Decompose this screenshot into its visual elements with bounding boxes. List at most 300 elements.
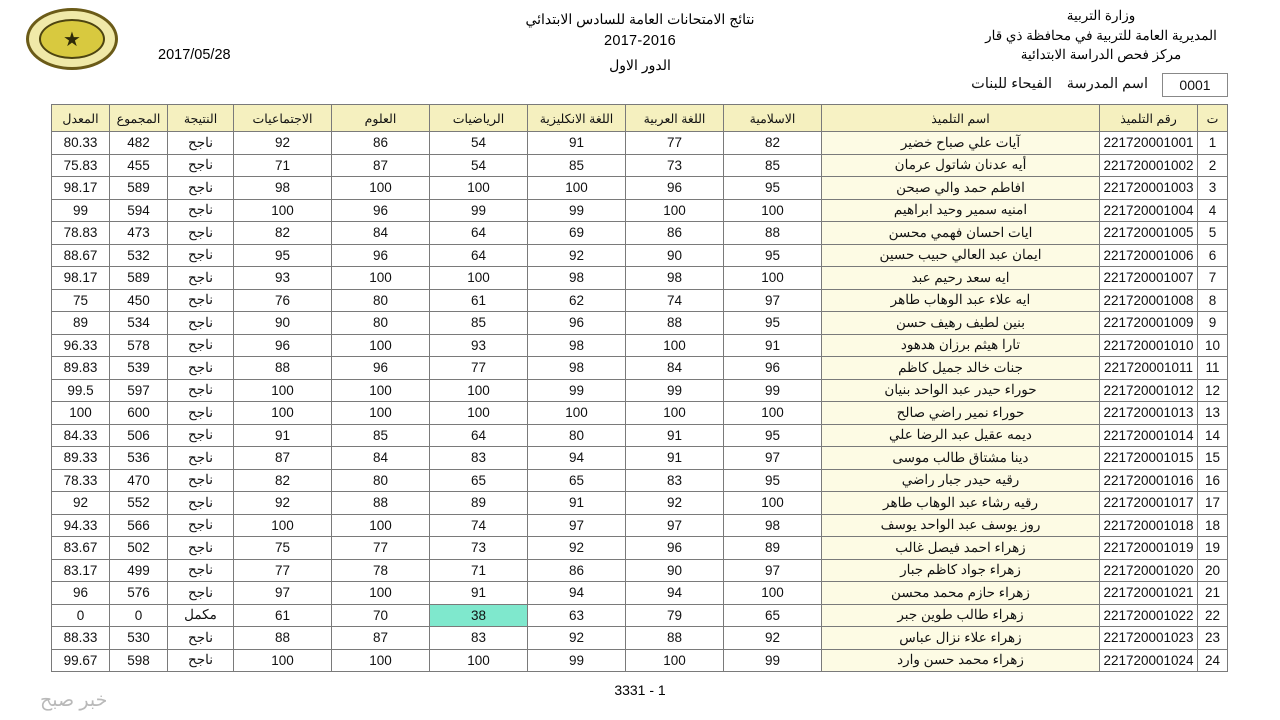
cell-average: 98.17 xyxy=(52,267,110,290)
cell-islamic: 100 xyxy=(724,402,822,425)
cell-average: 89.33 xyxy=(52,447,110,470)
cell-math: 54 xyxy=(430,154,528,177)
cell-arabic: 73 xyxy=(626,154,724,177)
cell-student-name: آيات علي صباح خضير xyxy=(822,132,1100,155)
cell-math: 74 xyxy=(430,514,528,537)
cell-islamic: 97 xyxy=(724,289,822,312)
cell-math: 85 xyxy=(430,312,528,335)
cell-student-name: حوراء حيدر عبد الواحد بنيان xyxy=(822,379,1100,402)
table-row xyxy=(52,379,1228,402)
th-islamic: الاسلامية xyxy=(724,105,822,132)
cell-english: 96 xyxy=(528,312,626,335)
cell-english: 86 xyxy=(528,559,626,582)
cell-seq: 16 xyxy=(1198,469,1228,492)
cell-result: ناجح xyxy=(168,469,234,492)
cell-result: ناجح xyxy=(168,649,234,672)
cell-social: 87 xyxy=(234,447,332,470)
cell-total: 576 xyxy=(110,582,168,605)
cell-islamic: 100 xyxy=(724,267,822,290)
cell-result: ناجح xyxy=(168,424,234,447)
cell-english: 99 xyxy=(528,379,626,402)
table-row xyxy=(52,132,1228,155)
cell-student-name: ايه سعد رحيم عبد xyxy=(822,267,1100,290)
cell-english: 94 xyxy=(528,582,626,605)
th-student-id: رقم التلميذ xyxy=(1100,105,1198,132)
title-round: الدور الاول xyxy=(609,56,671,73)
cell-arabic: 77 xyxy=(626,132,724,155)
cell-student-name: رقيه حيدر جبار راضي xyxy=(822,469,1100,492)
cell-student-id: 221720001002 xyxy=(1100,154,1198,177)
cell-student-name: تارا هيثم برزان هدهود xyxy=(822,334,1100,357)
cell-arabic: 91 xyxy=(626,424,724,447)
cell-student-name: زهراء احمد فيصل غالب xyxy=(822,537,1100,560)
cell-student-id: 221720001024 xyxy=(1100,649,1198,672)
cell-total: 532 xyxy=(110,244,168,267)
exam-date: 2017/05/28 xyxy=(158,47,231,63)
school-name: الفيحاء للبنات xyxy=(971,76,1052,92)
cell-seq: 24 xyxy=(1198,649,1228,672)
cell-science: 87 xyxy=(332,627,430,650)
th-english: اللغة الانكليزية xyxy=(528,105,626,132)
cell-science: 100 xyxy=(332,177,430,200)
cell-student-id: 221720001003 xyxy=(1100,177,1198,200)
cell-total: 499 xyxy=(110,559,168,582)
cell-english: 91 xyxy=(528,492,626,515)
document-title xyxy=(380,8,900,76)
cell-student-id: 221720001015 xyxy=(1100,447,1198,470)
cell-average: 88.33 xyxy=(52,627,110,650)
cell-result: ناجح xyxy=(168,199,234,222)
cell-science: 96 xyxy=(332,357,430,380)
cell-english: 97 xyxy=(528,514,626,537)
cell-math: 77 xyxy=(430,357,528,380)
cell-math: 93 xyxy=(430,334,528,357)
cell-social: 96 xyxy=(234,334,332,357)
cell-english: 94 xyxy=(528,447,626,470)
cell-student-id: 221720001016 xyxy=(1100,469,1198,492)
table-row xyxy=(52,222,1228,245)
cell-average: 89 xyxy=(52,312,110,335)
cell-math: 83 xyxy=(430,447,528,470)
cell-total: 455 xyxy=(110,154,168,177)
cell-total: 530 xyxy=(110,627,168,650)
cell-math: 100 xyxy=(430,379,528,402)
cell-social: 92 xyxy=(234,132,332,155)
cell-english: 62 xyxy=(528,289,626,312)
cell-social: 90 xyxy=(234,312,332,335)
cell-student-id: 221720001005 xyxy=(1100,222,1198,245)
cell-seq: 5 xyxy=(1198,222,1228,245)
table-row xyxy=(52,514,1228,537)
cell-islamic: 91 xyxy=(724,334,822,357)
cell-seq: 22 xyxy=(1198,604,1228,627)
th-arabic: اللغة العربية xyxy=(626,105,724,132)
cell-total: 552 xyxy=(110,492,168,515)
cell-student-name: امنيه سمير وحيد ابراهيم xyxy=(822,199,1100,222)
cell-seq: 2 xyxy=(1198,154,1228,177)
cell-result: ناجح xyxy=(168,402,234,425)
cell-average: 75 xyxy=(52,289,110,312)
cell-islamic: 95 xyxy=(724,177,822,200)
th-average: المعدل xyxy=(52,105,110,132)
cell-islamic: 92 xyxy=(724,627,822,650)
cell-islamic: 100 xyxy=(724,199,822,222)
table-row xyxy=(52,177,1228,200)
cell-result: ناجح xyxy=(168,492,234,515)
cell-seq: 15 xyxy=(1198,447,1228,470)
cell-islamic: 99 xyxy=(724,649,822,672)
cell-islamic: 97 xyxy=(724,559,822,582)
cell-math: 64 xyxy=(430,424,528,447)
cell-islamic: 99 xyxy=(724,379,822,402)
cell-islamic: 98 xyxy=(724,514,822,537)
cell-student-id: 221720001011 xyxy=(1100,357,1198,380)
cell-seq: 6 xyxy=(1198,244,1228,267)
cell-arabic: 83 xyxy=(626,469,724,492)
cell-seq: 12 xyxy=(1198,379,1228,402)
cell-math: 61 xyxy=(430,289,528,312)
cell-arabic: 100 xyxy=(626,199,724,222)
cell-result: ناجح xyxy=(168,244,234,267)
cell-result: ناجح xyxy=(168,379,234,402)
cell-seq: 18 xyxy=(1198,514,1228,537)
cell-average: 75.83 xyxy=(52,154,110,177)
cell-islamic: 95 xyxy=(724,469,822,492)
th-student-name: اسم التلميذ xyxy=(822,105,1100,132)
cell-science: 70 xyxy=(332,604,430,627)
cell-english: 98 xyxy=(528,334,626,357)
cell-math: 54 xyxy=(430,132,528,155)
cell-seq: 20 xyxy=(1198,559,1228,582)
cell-science: 100 xyxy=(332,514,430,537)
cell-arabic: 99 xyxy=(626,379,724,402)
cell-total: 589 xyxy=(110,177,168,200)
cell-science: 96 xyxy=(332,244,430,267)
cell-student-name: رقيه رشاء عبد الوهاب طاهر xyxy=(822,492,1100,515)
cell-english: 80 xyxy=(528,424,626,447)
cell-average: 80.33 xyxy=(52,132,110,155)
cell-student-name: أيه عدنان شاتول عرمان xyxy=(822,154,1100,177)
cell-student-id: 221720001012 xyxy=(1100,379,1198,402)
table-row xyxy=(52,289,1228,312)
cell-social: 92 xyxy=(234,492,332,515)
table-row xyxy=(52,447,1228,470)
th-science: العلوم xyxy=(332,105,430,132)
ministry-line-3: مركز فحص الدراسة الابتدائية xyxy=(1020,47,1182,63)
cell-social: 100 xyxy=(234,199,332,222)
cell-social: 71 xyxy=(234,154,332,177)
table-row xyxy=(52,334,1228,357)
cell-average: 92 xyxy=(52,492,110,515)
th-social: الاجتماعيات xyxy=(234,105,332,132)
cell-english: 99 xyxy=(528,649,626,672)
cell-total: 470 xyxy=(110,469,168,492)
cell-social: 97 xyxy=(234,582,332,605)
cell-english: 63 xyxy=(528,604,626,627)
cell-result: ناجح xyxy=(168,559,234,582)
cell-student-id: 221720001021 xyxy=(1100,582,1198,605)
th-math: الرياضيات xyxy=(430,105,528,132)
cell-science: 86 xyxy=(332,132,430,155)
th-result: النتيجة xyxy=(168,105,234,132)
table-head xyxy=(52,105,1228,132)
cell-seq: 14 xyxy=(1198,424,1228,447)
cell-islamic: 65 xyxy=(724,604,822,627)
cell-student-name: ديمه عقيل عبد الرضا علي xyxy=(822,424,1100,447)
title-line-1: نتائج الامتحانات العامة للسادس الابتدائي xyxy=(525,11,755,27)
school-code: 0001 xyxy=(1162,73,1228,97)
cell-total: 534 xyxy=(110,312,168,335)
cell-total: 578 xyxy=(110,334,168,357)
cell-english: 69 xyxy=(528,222,626,245)
cell-english: 92 xyxy=(528,244,626,267)
table-row xyxy=(52,582,1228,605)
cell-student-name: بنين لطيف رهيف حسن xyxy=(822,312,1100,335)
cell-seq: 19 xyxy=(1198,537,1228,560)
cell-student-name: حوراء نمير راضي صالح xyxy=(822,402,1100,425)
cell-student-name: زهراء جواد كاظم جبار xyxy=(822,559,1100,582)
cell-english: 65 xyxy=(528,469,626,492)
cell-science: 85 xyxy=(332,424,430,447)
cell-average: 78.83 xyxy=(52,222,110,245)
cell-math: 65 xyxy=(430,469,528,492)
cell-arabic: 100 xyxy=(626,649,724,672)
cell-math: 100 xyxy=(430,649,528,672)
school-label: اسم المدرسة xyxy=(1066,76,1148,92)
cell-social: 75 xyxy=(234,537,332,560)
cell-student-id: 221720001013 xyxy=(1100,402,1198,425)
cell-average: 89.83 xyxy=(52,357,110,380)
cell-islamic: 85 xyxy=(724,154,822,177)
cell-arabic: 92 xyxy=(626,492,724,515)
cell-average: 99 xyxy=(52,199,110,222)
cell-average: 83.67 xyxy=(52,537,110,560)
cell-islamic: 95 xyxy=(724,244,822,267)
cell-seq: 4 xyxy=(1198,199,1228,222)
cell-total: 539 xyxy=(110,357,168,380)
ministry-line-1: وزارة التربية xyxy=(1066,8,1136,23)
cell-islamic: 95 xyxy=(724,312,822,335)
cell-student-name: دينا مشتاق طالب موسى xyxy=(822,447,1100,470)
results-table xyxy=(51,104,1228,672)
table-row xyxy=(52,154,1228,177)
cell-average: 100 xyxy=(52,402,110,425)
cell-science: 100 xyxy=(332,582,430,605)
cell-social: 82 xyxy=(234,222,332,245)
cell-total: 589 xyxy=(110,267,168,290)
cell-science: 100 xyxy=(332,334,430,357)
school-row xyxy=(0,73,1280,99)
cell-science: 87 xyxy=(332,154,430,177)
cell-math: 99 xyxy=(430,199,528,222)
cell-social: 100 xyxy=(234,402,332,425)
th-total: المجموع xyxy=(110,105,168,132)
watermark: خبر صبح xyxy=(40,690,108,711)
cell-result: ناجح xyxy=(168,312,234,335)
cell-social: 100 xyxy=(234,649,332,672)
cell-english: 100 xyxy=(528,402,626,425)
cell-result: ناجح xyxy=(168,447,234,470)
cell-science: 100 xyxy=(332,649,430,672)
cell-result: مكمل xyxy=(168,604,234,627)
cell-student-name: جنات خالد جميل كاظم xyxy=(822,357,1100,380)
table-row xyxy=(52,244,1228,267)
cell-social: 100 xyxy=(234,514,332,537)
cell-english: 85 xyxy=(528,154,626,177)
cell-seq: 17 xyxy=(1198,492,1228,515)
table-row xyxy=(52,424,1228,447)
cell-average: 88.67 xyxy=(52,244,110,267)
cell-arabic: 97 xyxy=(626,514,724,537)
cell-islamic: 88 xyxy=(724,222,822,245)
cell-student-id: 221720001022 xyxy=(1100,604,1198,627)
cell-islamic: 96 xyxy=(724,357,822,380)
cell-science: 100 xyxy=(332,267,430,290)
cell-seq: 10 xyxy=(1198,334,1228,357)
cell-science: 77 xyxy=(332,537,430,560)
cell-science: 80 xyxy=(332,289,430,312)
cell-arabic: 88 xyxy=(626,627,724,650)
cell-arabic: 91 xyxy=(626,447,724,470)
cell-average: 78.33 xyxy=(52,469,110,492)
cell-science: 96 xyxy=(332,199,430,222)
cell-math: 83 xyxy=(430,627,528,650)
cell-social: 91 xyxy=(234,424,332,447)
cell-social: 98 xyxy=(234,177,332,200)
cell-math: 91 xyxy=(430,582,528,605)
cell-islamic: 97 xyxy=(724,447,822,470)
cell-student-name: زهراء حازم محمد محسن xyxy=(822,582,1100,605)
cell-result: ناجح xyxy=(168,357,234,380)
table-row xyxy=(52,469,1228,492)
cell-social: 95 xyxy=(234,244,332,267)
cell-arabic: 88 xyxy=(626,312,724,335)
cell-total: 450 xyxy=(110,289,168,312)
cell-math: 100 xyxy=(430,267,528,290)
cell-seq: 11 xyxy=(1198,357,1228,380)
cell-arabic: 96 xyxy=(626,537,724,560)
cell-arabic: 90 xyxy=(626,244,724,267)
cell-student-name: زهراء محمد حسن وارد xyxy=(822,649,1100,672)
cell-science: 84 xyxy=(332,222,430,245)
cell-total: 536 xyxy=(110,447,168,470)
cell-result: ناجح xyxy=(168,154,234,177)
cell-student-id: 221720001014 xyxy=(1100,424,1198,447)
table-row xyxy=(52,492,1228,515)
cell-student-name: زهراء طالب طوين جبر xyxy=(822,604,1100,627)
cell-arabic: 98 xyxy=(626,267,724,290)
cell-total: 600 xyxy=(110,402,168,425)
cell-science: 84 xyxy=(332,447,430,470)
cell-arabic: 100 xyxy=(626,402,724,425)
cell-student-id: 221720001018 xyxy=(1100,514,1198,537)
cell-math: 100 xyxy=(430,402,528,425)
cell-total: 506 xyxy=(110,424,168,447)
cell-average: 83.17 xyxy=(52,559,110,582)
cell-science: 100 xyxy=(332,379,430,402)
cell-arabic: 96 xyxy=(626,177,724,200)
cell-result: ناجح xyxy=(168,334,234,357)
cell-arabic: 86 xyxy=(626,222,724,245)
ministry-logo xyxy=(26,8,118,70)
cell-average: 96 xyxy=(52,582,110,605)
cell-student-id: 221720001008 xyxy=(1100,289,1198,312)
cell-average: 84.33 xyxy=(52,424,110,447)
cell-student-id: 221720001009 xyxy=(1100,312,1198,335)
cell-seq: 8 xyxy=(1198,289,1228,312)
cell-result: ناجح xyxy=(168,537,234,560)
table-row xyxy=(52,649,1228,672)
cell-science: 80 xyxy=(332,312,430,335)
cell-arabic: 84 xyxy=(626,357,724,380)
cell-average: 94.33 xyxy=(52,514,110,537)
cell-result: ناجح xyxy=(168,582,234,605)
cell-islamic: 82 xyxy=(724,132,822,155)
cell-english: 98 xyxy=(528,267,626,290)
table-row xyxy=(52,312,1228,335)
cell-islamic: 95 xyxy=(724,424,822,447)
cell-math: 100 xyxy=(430,177,528,200)
cell-total: 566 xyxy=(110,514,168,537)
cell-student-id: 221720001007 xyxy=(1100,267,1198,290)
cell-total: 597 xyxy=(110,379,168,402)
title-academic-year: 2017-2016 xyxy=(603,33,677,50)
cell-science: 100 xyxy=(332,402,430,425)
cell-student-id: 221720001017 xyxy=(1100,492,1198,515)
cell-arabic: 79 xyxy=(626,604,724,627)
cell-social: 77 xyxy=(234,559,332,582)
cell-social: 76 xyxy=(234,289,332,312)
cell-seq: 3 xyxy=(1198,177,1228,200)
cell-total: 594 xyxy=(110,199,168,222)
cell-arabic: 94 xyxy=(626,582,724,605)
cell-social: 100 xyxy=(234,379,332,402)
cell-average: 99.67 xyxy=(52,649,110,672)
cell-total: 482 xyxy=(110,132,168,155)
cell-result: ناجح xyxy=(168,289,234,312)
cell-english: 91 xyxy=(528,132,626,155)
table-row xyxy=(52,402,1228,425)
cell-result: ناجح xyxy=(168,627,234,650)
cell-science: 78 xyxy=(332,559,430,582)
cell-student-id: 221720001010 xyxy=(1100,334,1198,357)
cell-seq: 23 xyxy=(1198,627,1228,650)
cell-student-name: ايمان عبد العالي حبيب حسين xyxy=(822,244,1100,267)
cell-seq: 9 xyxy=(1198,312,1228,335)
cell-result: ناجح xyxy=(168,222,234,245)
cell-social: 88 xyxy=(234,627,332,650)
cell-english: 92 xyxy=(528,627,626,650)
table-header-row xyxy=(52,105,1228,132)
cell-arabic: 74 xyxy=(626,289,724,312)
table-body xyxy=(52,132,1228,672)
cell-result: ناجح xyxy=(168,177,234,200)
cell-student-name: روز يوسف عبد الواحد يوسف xyxy=(822,514,1100,537)
cell-result: ناجح xyxy=(168,132,234,155)
ministry-line-2: المديرية العامة للتربية في محافظة ذي قار xyxy=(985,27,1217,43)
cell-student-id: 221720001001 xyxy=(1100,132,1198,155)
cell-english: 99 xyxy=(528,199,626,222)
results-table-wrap xyxy=(52,104,1228,672)
cell-english: 98 xyxy=(528,357,626,380)
cell-math: 89 xyxy=(430,492,528,515)
cell-seq: 1 xyxy=(1198,132,1228,155)
cell-islamic: 100 xyxy=(724,492,822,515)
cell-islamic: 100 xyxy=(724,582,822,605)
cell-english: 100 xyxy=(528,177,626,200)
cell-student-name: ايات احسان فهمي محسن xyxy=(822,222,1100,245)
cell-math: 64 xyxy=(430,222,528,245)
